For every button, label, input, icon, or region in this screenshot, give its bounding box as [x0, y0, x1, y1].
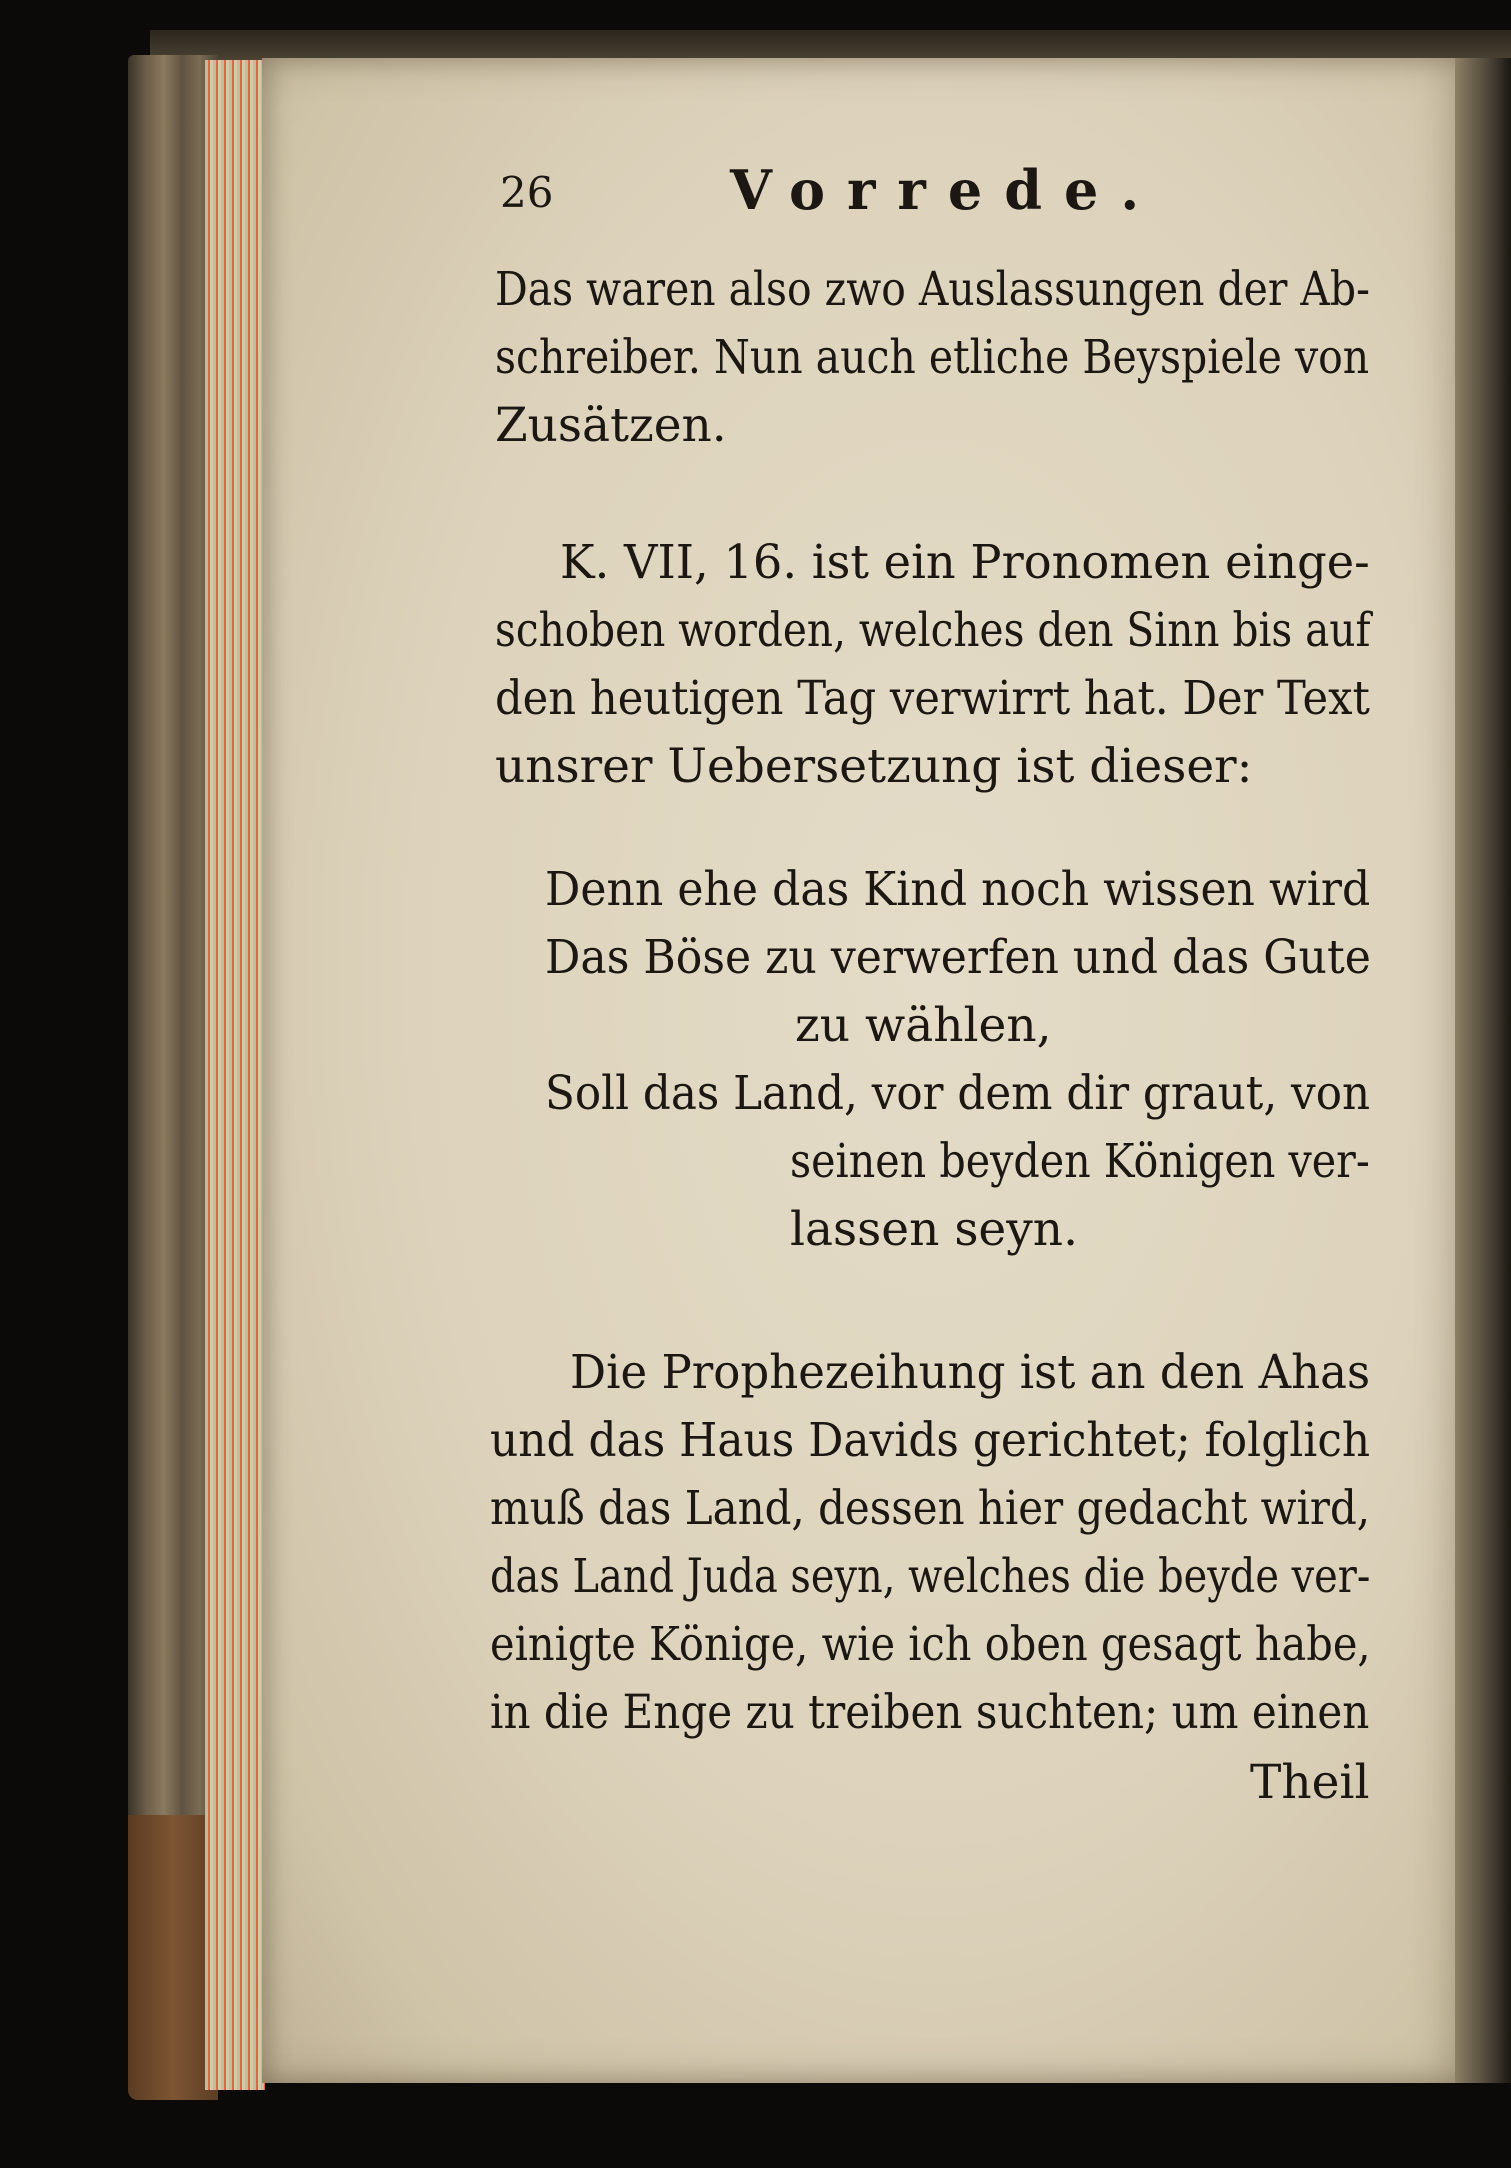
- text-line: das Land Juda seyn, welches die beyde ver-: [490, 1549, 1371, 1604]
- running-title: Vorrede.: [730, 158, 1162, 222]
- text-line: in die Enge zu treiben suchten; um einen: [490, 1685, 1370, 1740]
- verse-line: seinen beyden Königen ver-: [790, 1134, 1370, 1189]
- page-stack-edges: [205, 60, 265, 2090]
- text-line: Zusätzen.: [495, 398, 727, 453]
- text-line: unsrer Uebersetzung ist dieser:: [495, 739, 1253, 794]
- verse-line: lassen seyn.: [790, 1202, 1079, 1257]
- verse-line: Denn ehe das Kind noch wissen wird: [545, 862, 1371, 917]
- verse-line: Soll das Land, vor dem dir graut, von: [545, 1066, 1371, 1121]
- book-top-edge: [150, 30, 1511, 60]
- text-line: schoben worden, welches den Sinn bis auf: [495, 603, 1371, 658]
- page-number: 26: [500, 168, 554, 217]
- gutter-shadow: [1455, 58, 1511, 2083]
- text-line: schreiber. Nun auch etliche Beyspiele von: [495, 330, 1370, 385]
- verse-line: Das Böse zu verwerfen und das Gute: [545, 930, 1371, 985]
- text-line: muß das Land, dessen hier gedacht wird,: [490, 1481, 1371, 1536]
- text-line: Die Prophezeihung ist an den Ahas: [570, 1345, 1371, 1400]
- text-line: Das waren also zwo Auslassungen der Ab-: [495, 262, 1370, 317]
- verse-line: zu wählen,: [795, 998, 1052, 1053]
- catchword: Theil: [1250, 1755, 1370, 1810]
- text-line: und das Haus Davids gerichtet; folglich: [490, 1413, 1371, 1468]
- text-line: einigte Könige, wie ich oben gesagt habe,: [490, 1617, 1371, 1672]
- text-line: den heutigen Tag verwirrt hat. Der Text: [495, 671, 1370, 726]
- text-line: K. VII, 16. ist ein Pronomen einge-: [560, 535, 1370, 590]
